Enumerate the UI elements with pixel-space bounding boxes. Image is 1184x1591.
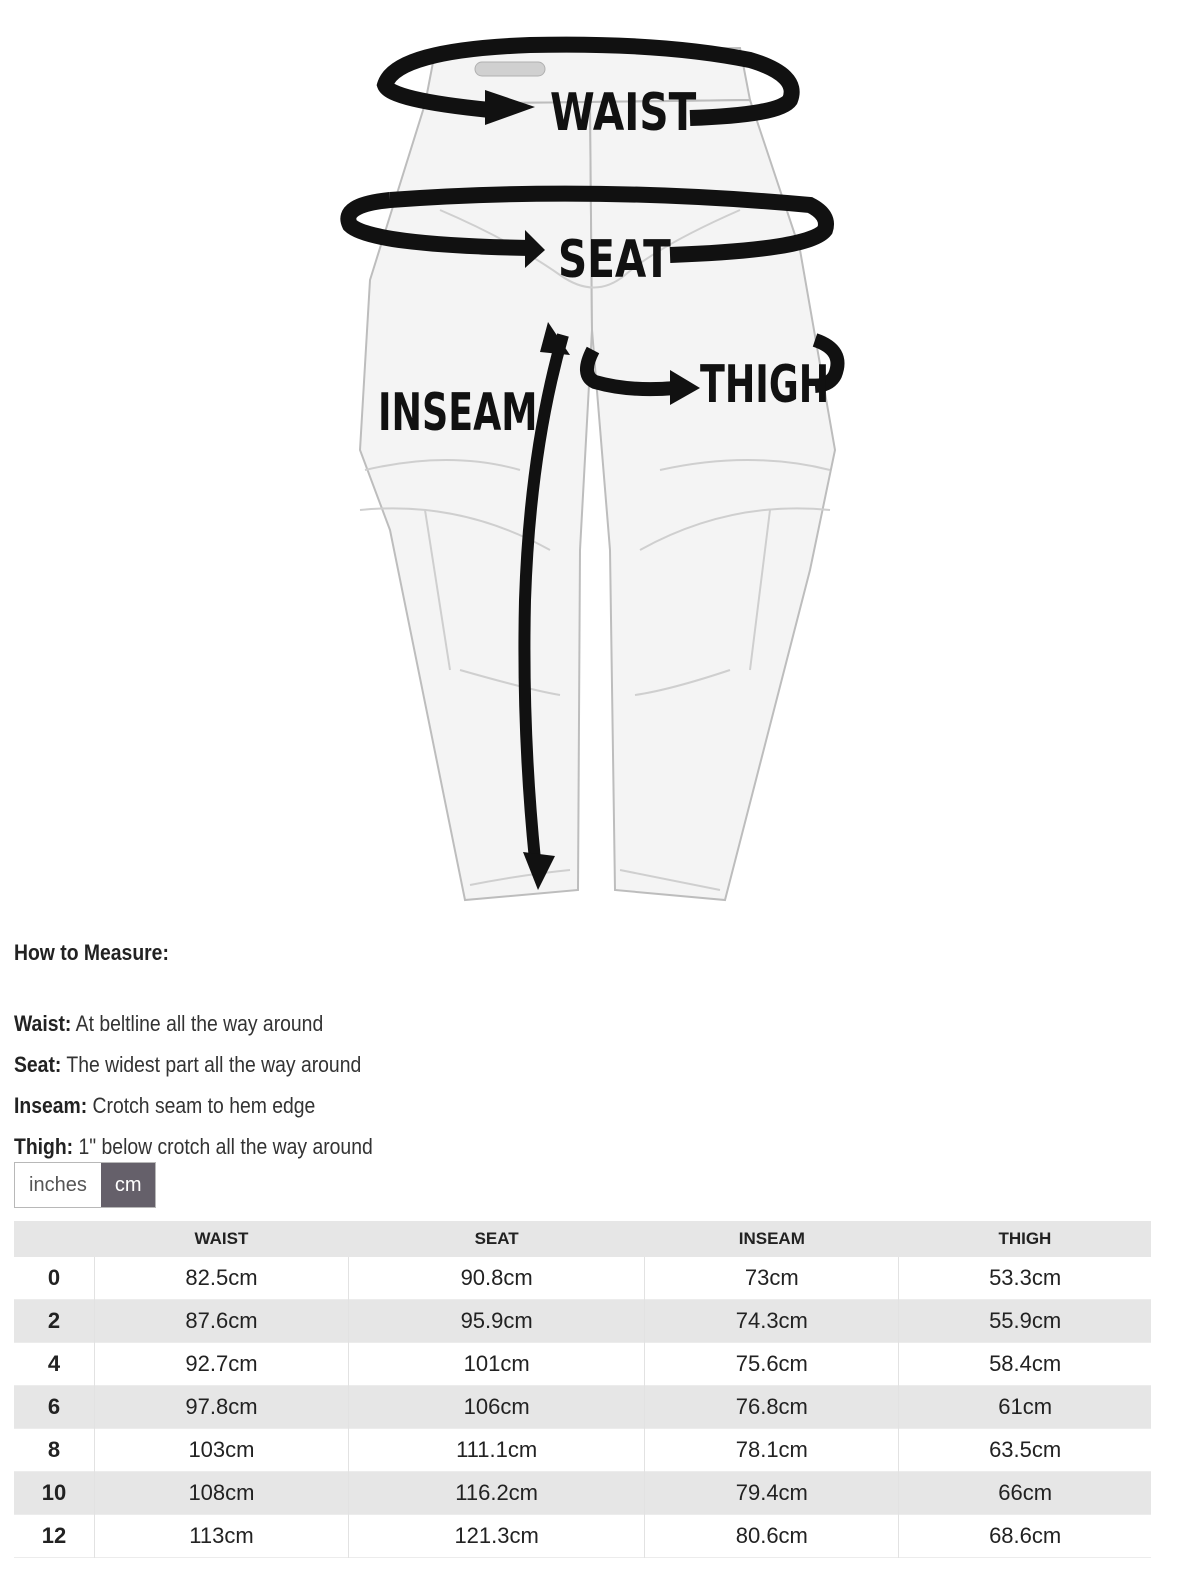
inseam-instruction xyxy=(14,1085,630,1126)
unit-toggle xyxy=(14,1162,156,1208)
table-row xyxy=(14,1300,1151,1343)
cell-waist: 82.5cm xyxy=(95,1257,349,1300)
thigh-term: Thigh: xyxy=(14,1134,74,1159)
seat-term: Seat: xyxy=(14,1052,62,1077)
cm-button[interactable]: cm xyxy=(101,1163,156,1207)
header-waist: WAIST xyxy=(95,1221,349,1257)
cell-thigh: 58.4cm xyxy=(899,1343,1151,1386)
how-to-measure-section xyxy=(14,938,714,1167)
inches-button[interactable]: inches xyxy=(29,1174,87,1196)
table-row xyxy=(14,1472,1151,1515)
cell-thigh: 61cm xyxy=(899,1386,1151,1429)
waist-instruction xyxy=(14,1003,630,1044)
cell-size: 8 xyxy=(47,1437,61,1462)
inseam-term: Inseam: xyxy=(14,1093,88,1118)
cell-size: 0 xyxy=(47,1265,61,1290)
cell-size: 12 xyxy=(41,1523,67,1548)
table-row xyxy=(14,1343,1151,1386)
cell-seat: 116.2cm xyxy=(348,1472,644,1515)
seat-desc: The widest part all the way around xyxy=(61,1052,362,1077)
header-inseam: INSEAM xyxy=(645,1221,899,1257)
pants-illustration xyxy=(330,30,860,930)
waist-term: Waist: xyxy=(14,1011,72,1036)
cell-thigh: 66cm xyxy=(899,1472,1151,1515)
inseam-label: INSEAM xyxy=(378,381,538,443)
how-to-measure-heading: How to Measure: xyxy=(14,940,169,965)
thigh-instruction xyxy=(14,1126,630,1167)
size-chart-table xyxy=(14,1221,1151,1558)
table-row xyxy=(14,1515,1151,1558)
cell-waist: 103cm xyxy=(95,1429,349,1472)
seat-label: SEAT xyxy=(558,229,671,290)
cell-inseam: 76.8cm xyxy=(645,1386,899,1429)
cell-seat: 121.3cm xyxy=(348,1515,644,1558)
waist-label: WAIST xyxy=(550,82,697,143)
cell-size: 4 xyxy=(47,1351,61,1376)
header-seat: SEAT xyxy=(348,1221,644,1257)
cell-waist: 97.8cm xyxy=(95,1386,349,1429)
cell-thigh: 55.9cm xyxy=(899,1300,1151,1343)
table-row xyxy=(14,1257,1151,1300)
cell-thigh: 53.3cm xyxy=(899,1257,1151,1300)
cell-waist: 108cm xyxy=(95,1472,349,1515)
cell-seat: 111.1cm xyxy=(348,1429,644,1472)
cell-waist: 92.7cm xyxy=(95,1343,349,1386)
inseam-desc: Crotch seam to hem edge xyxy=(87,1093,316,1118)
table-row xyxy=(14,1429,1151,1472)
header-thigh: THIGH xyxy=(899,1221,1151,1257)
cell-thigh: 68.6cm xyxy=(899,1515,1151,1558)
cell-inseam: 75.6cm xyxy=(645,1343,899,1386)
cell-waist: 87.6cm xyxy=(95,1300,349,1343)
thigh-label: THIGH xyxy=(700,353,830,415)
cell-inseam: 80.6cm xyxy=(645,1515,899,1558)
table-row xyxy=(14,1386,1151,1429)
header-size xyxy=(14,1221,95,1257)
cell-inseam: 78.1cm xyxy=(645,1429,899,1472)
cell-seat: 106cm xyxy=(348,1386,644,1429)
cell-size: 2 xyxy=(14,1300,95,1343)
cell-size: 10 xyxy=(14,1472,95,1515)
seat-instruction xyxy=(14,1044,630,1085)
cell-seat: 90.8cm xyxy=(348,1257,644,1300)
pants-measurement-diagram xyxy=(330,30,860,930)
thigh-desc: 1" below crotch all the way around xyxy=(73,1134,373,1159)
table-header-row xyxy=(14,1221,1151,1257)
cell-inseam: 73cm xyxy=(645,1257,899,1300)
waist-desc: At beltline all the way around xyxy=(71,1011,324,1036)
cell-seat: 95.9cm xyxy=(348,1300,644,1343)
cell-thigh: 63.5cm xyxy=(899,1429,1151,1472)
cell-inseam: 79.4cm xyxy=(645,1472,899,1515)
cell-size: 6 xyxy=(14,1386,95,1429)
cell-waist: 113cm xyxy=(95,1515,349,1558)
cell-seat: 101cm xyxy=(348,1343,644,1386)
cell-inseam: 74.3cm xyxy=(645,1300,899,1343)
